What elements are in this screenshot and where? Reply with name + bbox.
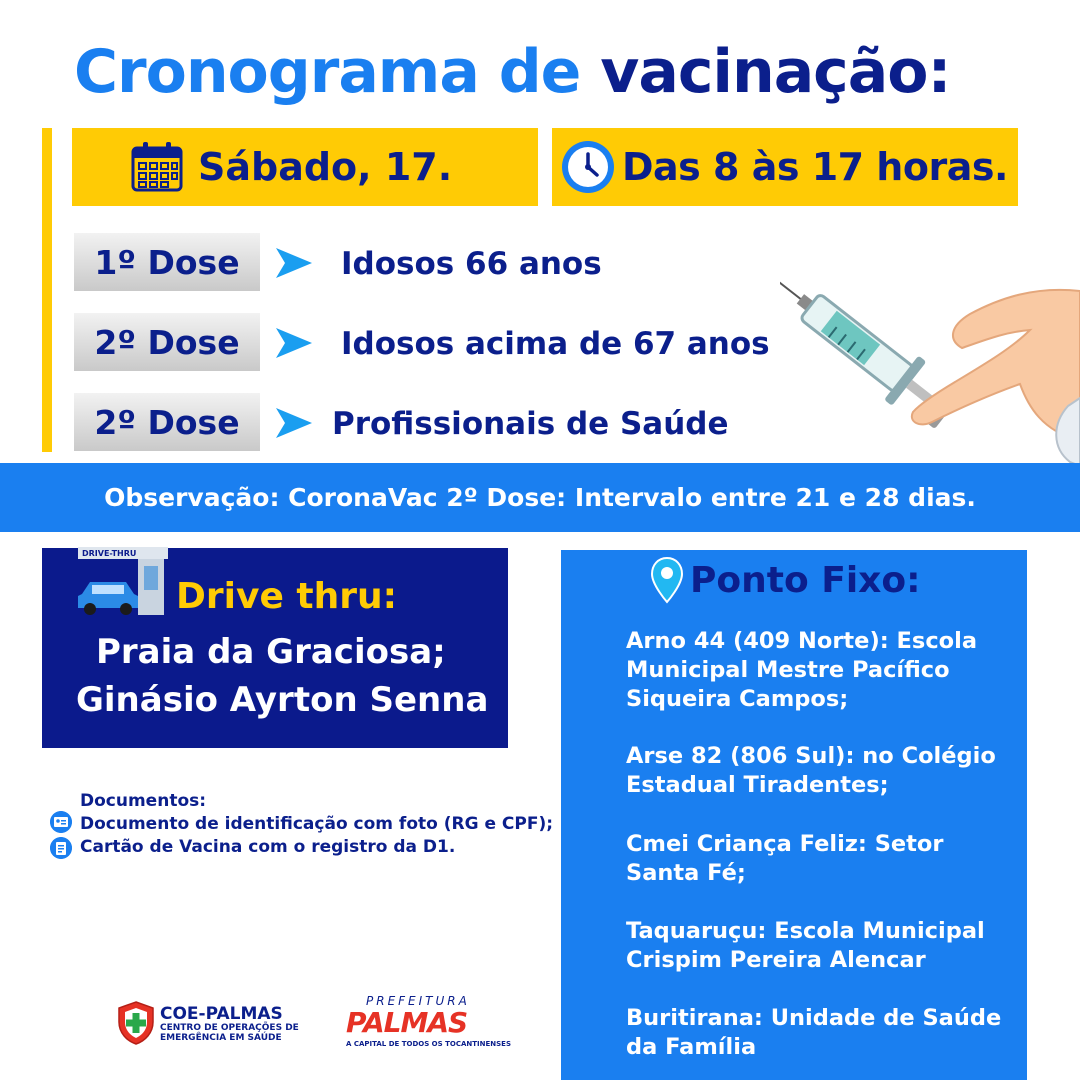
ponto-fixo-title: Ponto Fixo: [690, 560, 921, 601]
chevron-right-icon [276, 328, 312, 358]
observation-text: Observação: CoronaVac 2º Dose: Intervalo entre 21 e 28 dias. [104, 483, 976, 512]
ponto-fixo-item-2: Arse 82 (806 Sul): no Colégio Estadual Tiradentes; [626, 743, 996, 798]
chevron-right-icon [276, 248, 312, 278]
documents-item-1: Documento de identificação com foto (RG e CPF); [80, 814, 554, 834]
drive-thru-location-1: Praia da Graciosa; [96, 632, 446, 672]
drive-thru-icon [76, 546, 168, 618]
title-part1: Cronograma de [74, 37, 581, 107]
calendar-icon [130, 141, 184, 193]
syringe-hand-illustration [780, 236, 1080, 466]
dose-tag-1: 1º Dose [74, 233, 260, 291]
vaccine-card-icon [50, 837, 72, 859]
date-box [72, 128, 538, 206]
ponto-fixo-item-5: Buritirana: Unidade de Saúde da Família [626, 1005, 1002, 1060]
drive-thru-sign: DRIVE-THRU [82, 549, 137, 558]
dose-text-1: Idosos 66 anos [341, 246, 602, 282]
coe-shield-logo [116, 1000, 156, 1046]
page-title [74, 36, 950, 108]
dose-tag-2: 2º Dose [74, 313, 260, 371]
dose-tag-3: 2º Dose [74, 393, 260, 451]
coe-subtitle-1: CENTRO DE OPERAÇÕES DE [160, 1023, 299, 1033]
chevron-right-icon [276, 408, 312, 438]
drive-thru-location-2: Ginásio Ayrton Senna [76, 680, 489, 720]
ponto-fixo-item-3: Cmei Criança Feliz: Setor Santa Fé; [626, 831, 944, 886]
date-label: Sábado, 17. [198, 145, 453, 189]
observation-banner [0, 463, 1080, 532]
id-card-icon [50, 811, 72, 833]
coe-name: COE-PALMAS [160, 1004, 283, 1024]
prefeitura-label: PREFEITURA [366, 994, 470, 1008]
palmas-wordmark: PALMAS [346, 1006, 468, 1039]
time-label: Das 8 às 17 horas. [622, 145, 1008, 189]
documents-item-2: Cartão de Vacina com o registro da D1. [80, 837, 456, 857]
title-part2: vacinação: [600, 37, 951, 107]
documents-heading: Documentos: [80, 791, 207, 811]
coe-subtitle-2: EMERGÊNCIA EM SAÚDE [160, 1033, 282, 1043]
time-box [552, 128, 1018, 206]
location-pin-icon [650, 556, 684, 604]
palmas-tagline: A CAPITAL DE TODOS OS TOCANTINENSES [346, 1040, 511, 1048]
clock-icon [560, 139, 616, 195]
yellow-accent-bar [42, 128, 52, 452]
dose-text-3: Profissionais de Saúde [332, 406, 729, 442]
drive-thru-title: Drive thru: [176, 576, 398, 617]
ponto-fixo-item-1: Arno 44 (409 Norte): Escola Municipal Mestre Pacífico Siqueira Campos; [626, 628, 978, 712]
dose-text-2: Idosos acima de 67 anos [341, 326, 770, 362]
ponto-fixo-item-4: Taquaruçu: Escola Municipal Crispim Pereira Alencar [626, 918, 985, 973]
